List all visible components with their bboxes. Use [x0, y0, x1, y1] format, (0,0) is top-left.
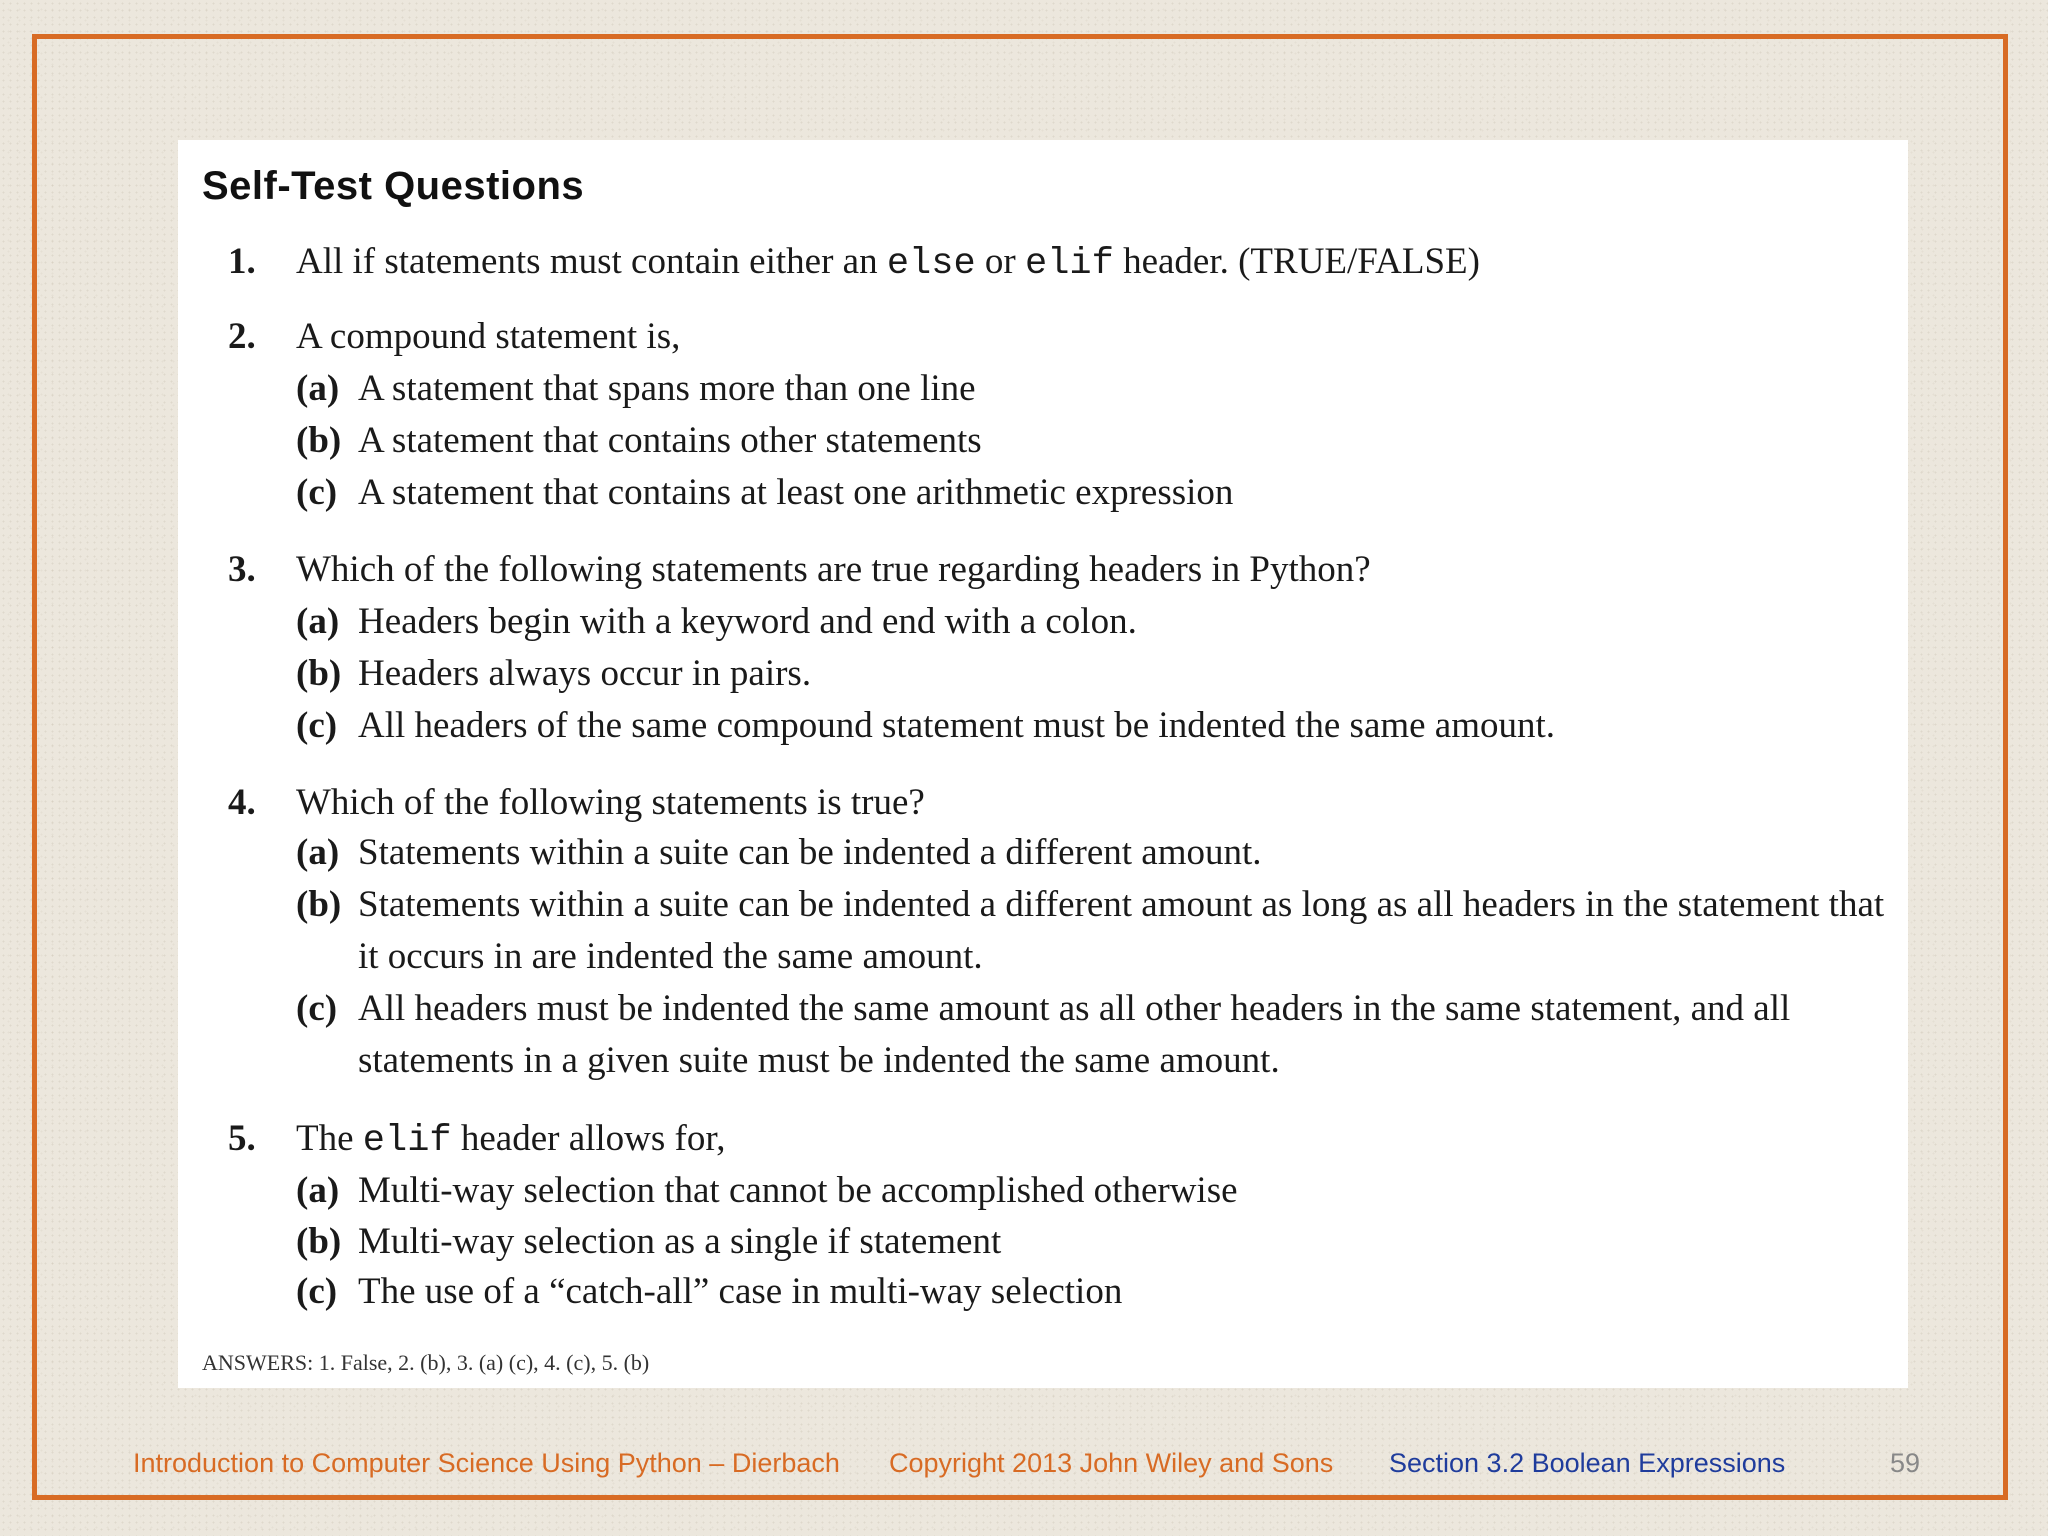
option: [296, 827, 1896, 879]
option-label: (a): [296, 1170, 340, 1211]
question-text-part: header allows for,: [451, 1118, 726, 1159]
option: [296, 1165, 1896, 1217]
question-text-part: The: [296, 1118, 363, 1159]
option: [296, 648, 1896, 700]
option-text: A statement that contains at least one arithmetic expression: [358, 472, 1234, 513]
question-text: A compound statement is,: [296, 316, 681, 357]
question-text-part: or: [975, 241, 1025, 282]
option-label: (b): [296, 653, 342, 694]
footer-course: Introduction to Computer Science Using Python – Dierbach: [133, 1448, 840, 1478]
option-text: A statement that contains other statements: [358, 420, 982, 461]
question-number: 2.: [228, 316, 256, 357]
option-label: (b): [296, 420, 342, 461]
question-number: 4.: [228, 782, 256, 823]
question-text: [296, 1113, 725, 1167]
option: [296, 983, 1896, 1087]
option-text: All headers of the same compound statement must be indented the same amount.: [358, 705, 1556, 746]
question-text-part: All if statements must contain either an: [296, 241, 887, 282]
option-label: (c): [296, 705, 338, 746]
code-keyword: elif: [362, 1120, 452, 1162]
option: [296, 415, 1896, 467]
page-number: 59: [1890, 1448, 1921, 1478]
option-text: Multi-way selection that cannot be accomplished otherwise: [358, 1170, 1238, 1211]
option-text: A statement that spans more than one line: [358, 368, 976, 409]
option: [296, 363, 1896, 415]
question-text: Which of the following statements are true regarding headers in Python?: [296, 549, 1371, 590]
option-label: (b): [296, 884, 342, 925]
option: [296, 467, 1896, 519]
option: [296, 1216, 1896, 1268]
question-number: 1.: [228, 241, 256, 282]
footer-section: Section 3.2 Boolean Expressions: [1389, 1448, 1786, 1478]
option-text: The use of a “catch-all” case in multi-way selection: [358, 1271, 1123, 1312]
code-keyword: else: [886, 243, 976, 285]
question-number: 3.: [228, 549, 256, 590]
option-label: (b): [296, 1221, 342, 1262]
option-label: (a): [296, 368, 340, 409]
option: [296, 879, 1896, 983]
option-label: (a): [296, 601, 340, 642]
panel-title: Self-Test Questions: [202, 164, 585, 208]
question-text: Which of the following statements is true?: [296, 782, 925, 823]
option-text: Multi-way selection as a single if statement: [358, 1221, 1002, 1262]
option: [296, 1266, 1896, 1318]
option-label: (a): [296, 832, 340, 873]
option-text: Statements within a suite can be indented a different amount.: [358, 832, 1262, 873]
footer-copyright: Copyright 2013 John Wiley and Sons: [889, 1448, 1334, 1478]
code-keyword: elif: [1024, 243, 1114, 285]
option-text: Statements within a suite can be indented a different amount as long as all headers in the statement that it occurs in are indented the same amount.: [358, 884, 1885, 977]
option-label: (c): [296, 472, 338, 513]
question-text: [296, 236, 1480, 290]
option: [296, 700, 1896, 752]
self-test-panel: [178, 140, 1908, 1388]
answers-text: ANSWERS: 1. False, 2. (b), 3. (a) (c), 4. (c), 5. (b): [202, 1350, 650, 1375]
option-text: All headers must be indented the same amount as all other headers in the same statement, and all statements in a given suite must be indented the same amount.: [358, 988, 1791, 1081]
question-text-part: header. (TRUE/FALSE): [1113, 241, 1480, 282]
option-label: (c): [296, 988, 338, 1029]
option-text: Headers always occur in pairs.: [358, 653, 812, 694]
option-text: Headers begin with a keyword and end with a colon.: [358, 601, 1137, 642]
option: [296, 596, 1896, 648]
option-label: (c): [296, 1271, 338, 1312]
question-number: 5.: [228, 1118, 256, 1159]
